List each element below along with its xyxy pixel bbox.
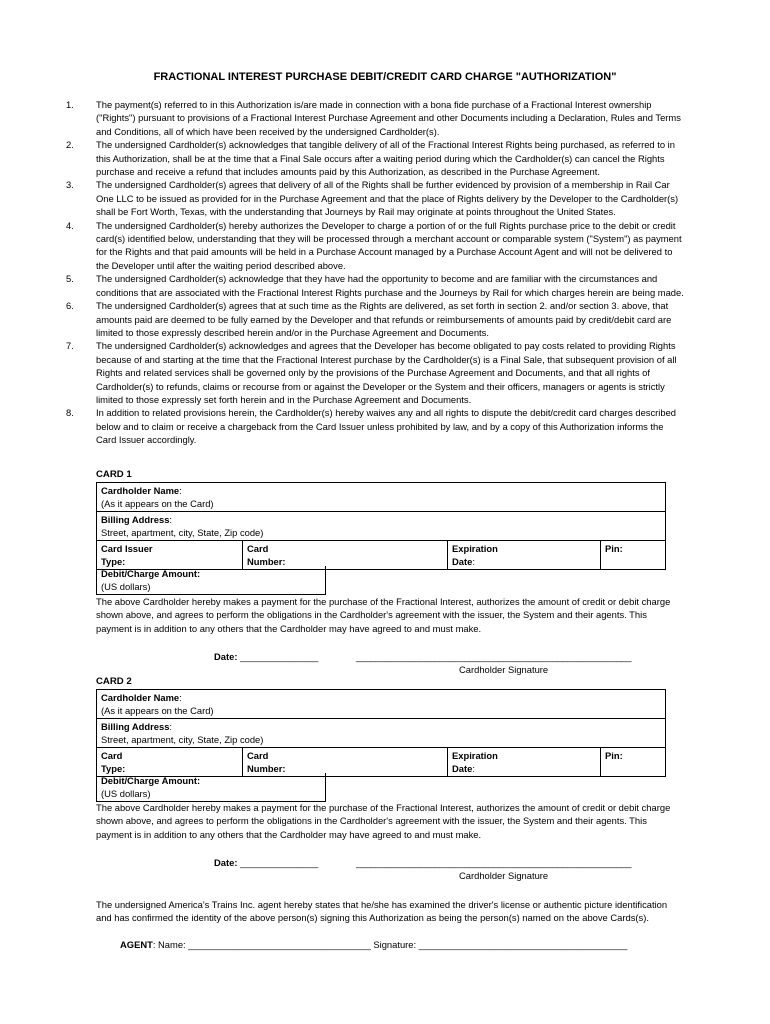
card-2-signature-line[interactable]: ________________________________________________________: [356, 857, 632, 868]
clause-list: [66, 98, 686, 447]
card-2-heading: CARD 2: [96, 676, 132, 687]
pin-field[interactable]: [601, 748, 666, 777]
cardholder-name-label: Cardholder Name: [101, 485, 180, 496]
billing-address-label: Billing Address: [101, 721, 170, 732]
billing-address-hint: Street, apartment, city, State, Zip code): [101, 734, 264, 745]
card-type-label: Type:: [101, 763, 126, 774]
billing-address-field[interactable]: Billing Address: Street, apartment, city, State, Zip code): [97, 719, 666, 748]
clause-text: The undersigned Cardholder(s) acknowledges that tangible delivery of all of the Fractional Interest Rights being purchased, as referred to in this Authorization, shall be at the time that a Final Sale occurs after a waiting period during which the Cardholder(s) can cancel the Rights purchase and receive a refund that includes amounts paid by this Authorization, as described in the Purchase Agreement.: [96, 139, 675, 178]
debit-amount-hint: (US dollars): [101, 581, 151, 592]
clause-item: [66, 178, 686, 218]
cardholder-name-hint: (As it appears on the Card): [101, 705, 214, 716]
card-1-table: [96, 482, 666, 570]
clause-number: 4.: [66, 219, 74, 231]
pin-field[interactable]: [601, 541, 666, 570]
billing-address-label: Billing Address: [101, 514, 170, 525]
clause-item: [66, 272, 686, 299]
agent-signature-field[interactable]: ________________________________________: [418, 939, 628, 950]
clause-item: [66, 339, 686, 406]
card-1-statement: The above Cardholder hereby makes a payment for the purchase of the Fractional Interest, authorizes the amount of credit or debit charge shown above, and agrees to perform the obligations in the Cardholder's agreement with the issuer, the System and their agents. This payment is in addition to any others that the Cardholder may have agreed to and must make.: [96, 596, 671, 634]
clause-text: In addition to related provisions herein, the Cardholder(s) hereby waives any and all rights to dispute the debit/credit card charges described below and to claim or receive a chargeback from the Card Issuer unless prohibited by law, and by a copy of this Authorization informs the Card Issuer accordingly.: [96, 407, 677, 446]
clause-text: The undersigned Cardholder(s) agrees that at such time as the Rights are delivered, as set forth in section 2. and/or section 3. above, that amounts paid are deemed to be fully earned by the Developer and that refunds or reimbursements of amounts paid by credit/debit card are limited to those expressly described herein and/or in the Purchase Agreement and Documents.: [96, 300, 672, 338]
card-1-signature-line[interactable]: ________________________________________________________: [356, 651, 632, 662]
pin-label: Pin:: [605, 543, 623, 554]
cardholder-name-field[interactable]: Cardholder Name: (As it appears on the Card): [97, 690, 666, 719]
clause-item: [66, 406, 686, 446]
date-blank: _______________: [240, 651, 319, 662]
clause-number: 8.: [66, 407, 74, 419]
cardholder-name-hint: (As it appears on the Card): [101, 498, 214, 509]
card-2-signature-caption: Cardholder Signature: [459, 870, 549, 881]
clause-number: 5.: [66, 273, 74, 285]
card-type-label: Type:: [101, 556, 126, 567]
clause-text: The undersigned Cardholder(s) acknowledge that they have had the opportunity to become and are familiar with the circumstances and conditions that are associated with the Fractional Interest Rights purchase and the Journeys by Rail for which charges herein are being made.: [96, 273, 684, 298]
card-number-label: Number:: [247, 763, 286, 774]
date-blank: _______________: [240, 857, 319, 868]
clause-text: The undersigned Cardholder(s) hereby authorizes the Developer to charge a portion of or the full Rights purchase price to the debit or credit card(s) identified below, understanding that they will be processed through a merchant account or comparable system ("System") as payment for the Rights and that paid amounts will be held in a Purchase Account managed by a Purchase Account Agent and will not be delivered to the Developer until after the waiting period described above.: [96, 219, 682, 271]
card-1-heading: CARD 1: [96, 469, 132, 480]
card-1-signature-caption: Cardholder Signature: [459, 664, 549, 675]
clause-item: [66, 138, 686, 178]
clause-number: 2.: [66, 139, 74, 151]
agent-label: AGENT: [120, 939, 153, 950]
agent-name-field[interactable]: ___________________________________: [188, 939, 371, 950]
billing-address-field[interactable]: Billing Address: Street, apartment, city, State, Zip code): [97, 512, 666, 541]
clause-item: [66, 98, 686, 138]
date-label: Date:: [214, 857, 238, 868]
date-label: Date:: [214, 651, 238, 662]
expiration-date-label: Date: [452, 556, 473, 567]
card-1-date-line[interactable]: [214, 651, 318, 662]
card-number-label: Number:: [247, 556, 286, 567]
pin-label: Pin:: [605, 750, 623, 761]
card-2-table: [96, 689, 666, 777]
card-label: Card: [247, 750, 269, 761]
debit-amount-label: Debit/Charge Amount:: [101, 775, 201, 786]
debit-amount-label: Debit/Charge Amount:: [101, 568, 201, 579]
card-issuer-label: Card Issuer: [101, 543, 153, 554]
expiration-label: Expiration: [452, 750, 498, 761]
cardholder-name-label: Cardholder Name: [101, 692, 180, 703]
clause-number: 1.: [66, 99, 74, 110]
clause-number: 7.: [66, 340, 74, 352]
billing-address-hint: Street, apartment, city, State, Zip code): [101, 527, 264, 538]
agent-statement: The undersigned America's Trains Inc. agent hereby states that he/she has examined the driver's license or authentic picture identification and has confirmed the identity of the above person(s) signing this Authorization as being the person(s) named on the above Cards(s).: [96, 899, 668, 924]
clause-number: 6.: [66, 300, 74, 312]
card-2-statement: The above Cardholder hereby makes a payment for the purchase of the Fractional Interest, authorizes the amount of credit or debit charge shown above, and agrees to perform the obligations in the Cardholder's agreement with the issuer, the System and their agents. This payment is in addition to any others that the Cardholder may have agreed to and must make.: [96, 802, 671, 840]
cardholder-name-field[interactable]: Cardholder Name: (As it appears on the Card): [97, 483, 666, 512]
debit-amount-hint: (US dollars): [101, 788, 151, 799]
debit-amount-field[interactable]: [96, 773, 326, 802]
clause-text: The undersigned Cardholder(s) acknowledges and agrees that the Developer has become obligated to pay costs related to providing Rights because of and starting at the time that the Fractional Interest purchase by the Cardholder(s) is a Final Sale, that subsequent provision of all Rights and related services shall be governed only by the provisions of the Purchase Agreement and Documents, and that all rights of Cardholder(s) to refunds, claims or recourse from or against the Developer or the System and their officers, managers or agents is strictly limited to those expressly set forth herein and in the Purchase Agreement and Documents.: [96, 340, 677, 405]
card-issuer-label: Card: [101, 750, 123, 761]
clause-text: The undersigned Cardholder(s) agrees that delivery of all of the Rights shall be further evidenced by provision of a membership in Rail Car One LLC to be issued as provided for in the Purchase Agreement and that the place of Rights delivery by the Developer to the Cardholder(s) shall be Fort Worth, Texas, with the understanding that Journeys by Rail may originate at points throughout the United States.: [96, 179, 679, 218]
card-2-date-line[interactable]: [214, 857, 318, 868]
agent-signature-label: Signature:: [373, 939, 417, 950]
document-title: FRACTIONAL INTEREST PURCHASE DEBIT/CREDIT CARD CHARGE "AUTHORIZATION": [153, 71, 617, 83]
clause-number: 3.: [66, 179, 74, 191]
expiration-label: Expiration: [452, 543, 498, 554]
clause-item: [66, 299, 686, 339]
clause-text: The payment(s) referred to in this Authorization is/are made in connection with a bona fide purchase of a Fractional Interest ownership ("Rights") pursuant to provisions of a Fractional Interest Purchase Agreement and other Documents including a Declaration, Rules and Terms and Conditions, all of which have been received by the undersigned Cardholder(s).: [96, 99, 681, 137]
card-label: Card: [247, 543, 269, 554]
clause-item: [66, 219, 686, 273]
expiration-date-field[interactable]: Expiration Date:: [448, 541, 601, 570]
agent-name-label: Name:: [158, 939, 186, 950]
debit-amount-field[interactable]: [96, 566, 326, 595]
agent-line: AGENT: Name: ___________________________________ Signature: ________________________________________: [120, 939, 628, 950]
expiration-date-field[interactable]: Expiration Date:: [448, 748, 601, 777]
expiration-date-label: Date: [452, 763, 473, 774]
